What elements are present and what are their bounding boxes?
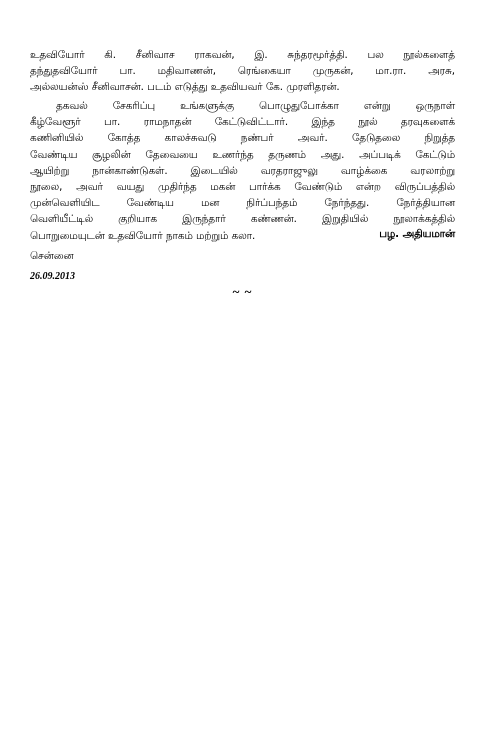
paragraph-line: முன்வெளியிட வேண்டிய மன நிர்ப்பந்தம் நேர்ந்தது. நேர்த்தியான — [30, 197, 455, 210]
paragraph-line: உதவியோர் கி. சீனிவாச ராகவன், இ. சுந்தரமூர்த்தி. பல நூல்களைத் — [30, 49, 455, 61]
paragraph-line: நூலை, அவர் வயது முதிர்ந்த மகன் பார்க்க வேண்டும் என்ற விருப்பத்தில் — [30, 181, 455, 194]
paragraph-line: பொறுமையுடன் உதவியோர் நாகம் மற்றும் கலா. — [30, 229, 256, 242]
document-date: 26.09.2013 — [30, 271, 75, 282]
place-name: சென்னை — [30, 250, 74, 262]
paragraph-line: அல்லயன்ஸ் சீனிவாசன். படம் எடுத்து உதவியவர் கே. முரளிதரன். — [30, 81, 340, 94]
paragraph-line: தந்துதவியோர் பா. மதிவாணன், ரெங்கையா முருகன், மா.ரா. அரசு, — [30, 65, 455, 78]
paragraph-line: ஆயிற்று நான்காண்டுகள். இடையில் வரதராஜுலு வாழ்க்கை வரலாற்று — [30, 164, 455, 177]
acknowledgement-paragraph-2 — [30, 98, 455, 244]
paragraph-line: வேண்டிய சூழலின் தேவையை உணர்ந்த தருணம் அது. அப்படிக் கேட்டும் — [30, 148, 455, 161]
paragraph-line: வெளியீட்டில் குறியாக இருந்தார் கண்ணன். இறுதியில் நூலாக்கத்தில் — [30, 213, 455, 226]
end-ornament: ~ ~ — [232, 284, 253, 299]
paragraph-line: கணினியில் கோத்த காலச்சுவடு நண்பர் அவர். தேடுதலை நிறுத்த — [30, 132, 455, 145]
acknowledgement-paragraph-1 — [30, 47, 455, 96]
author-signature: பழ. அதியமான் — [379, 228, 455, 240]
paragraph-line: கீழ்வேளூர் பா. ராமநாதன் கேட்டுவிட்டார். இந்த நூல் தரவுகளைக் — [30, 116, 455, 129]
paragraph-line: தகவல் சேகரிப்பு உங்களுக்கு பொழுதுபோக்கா என்று ஒருநாள் — [56, 100, 455, 112]
